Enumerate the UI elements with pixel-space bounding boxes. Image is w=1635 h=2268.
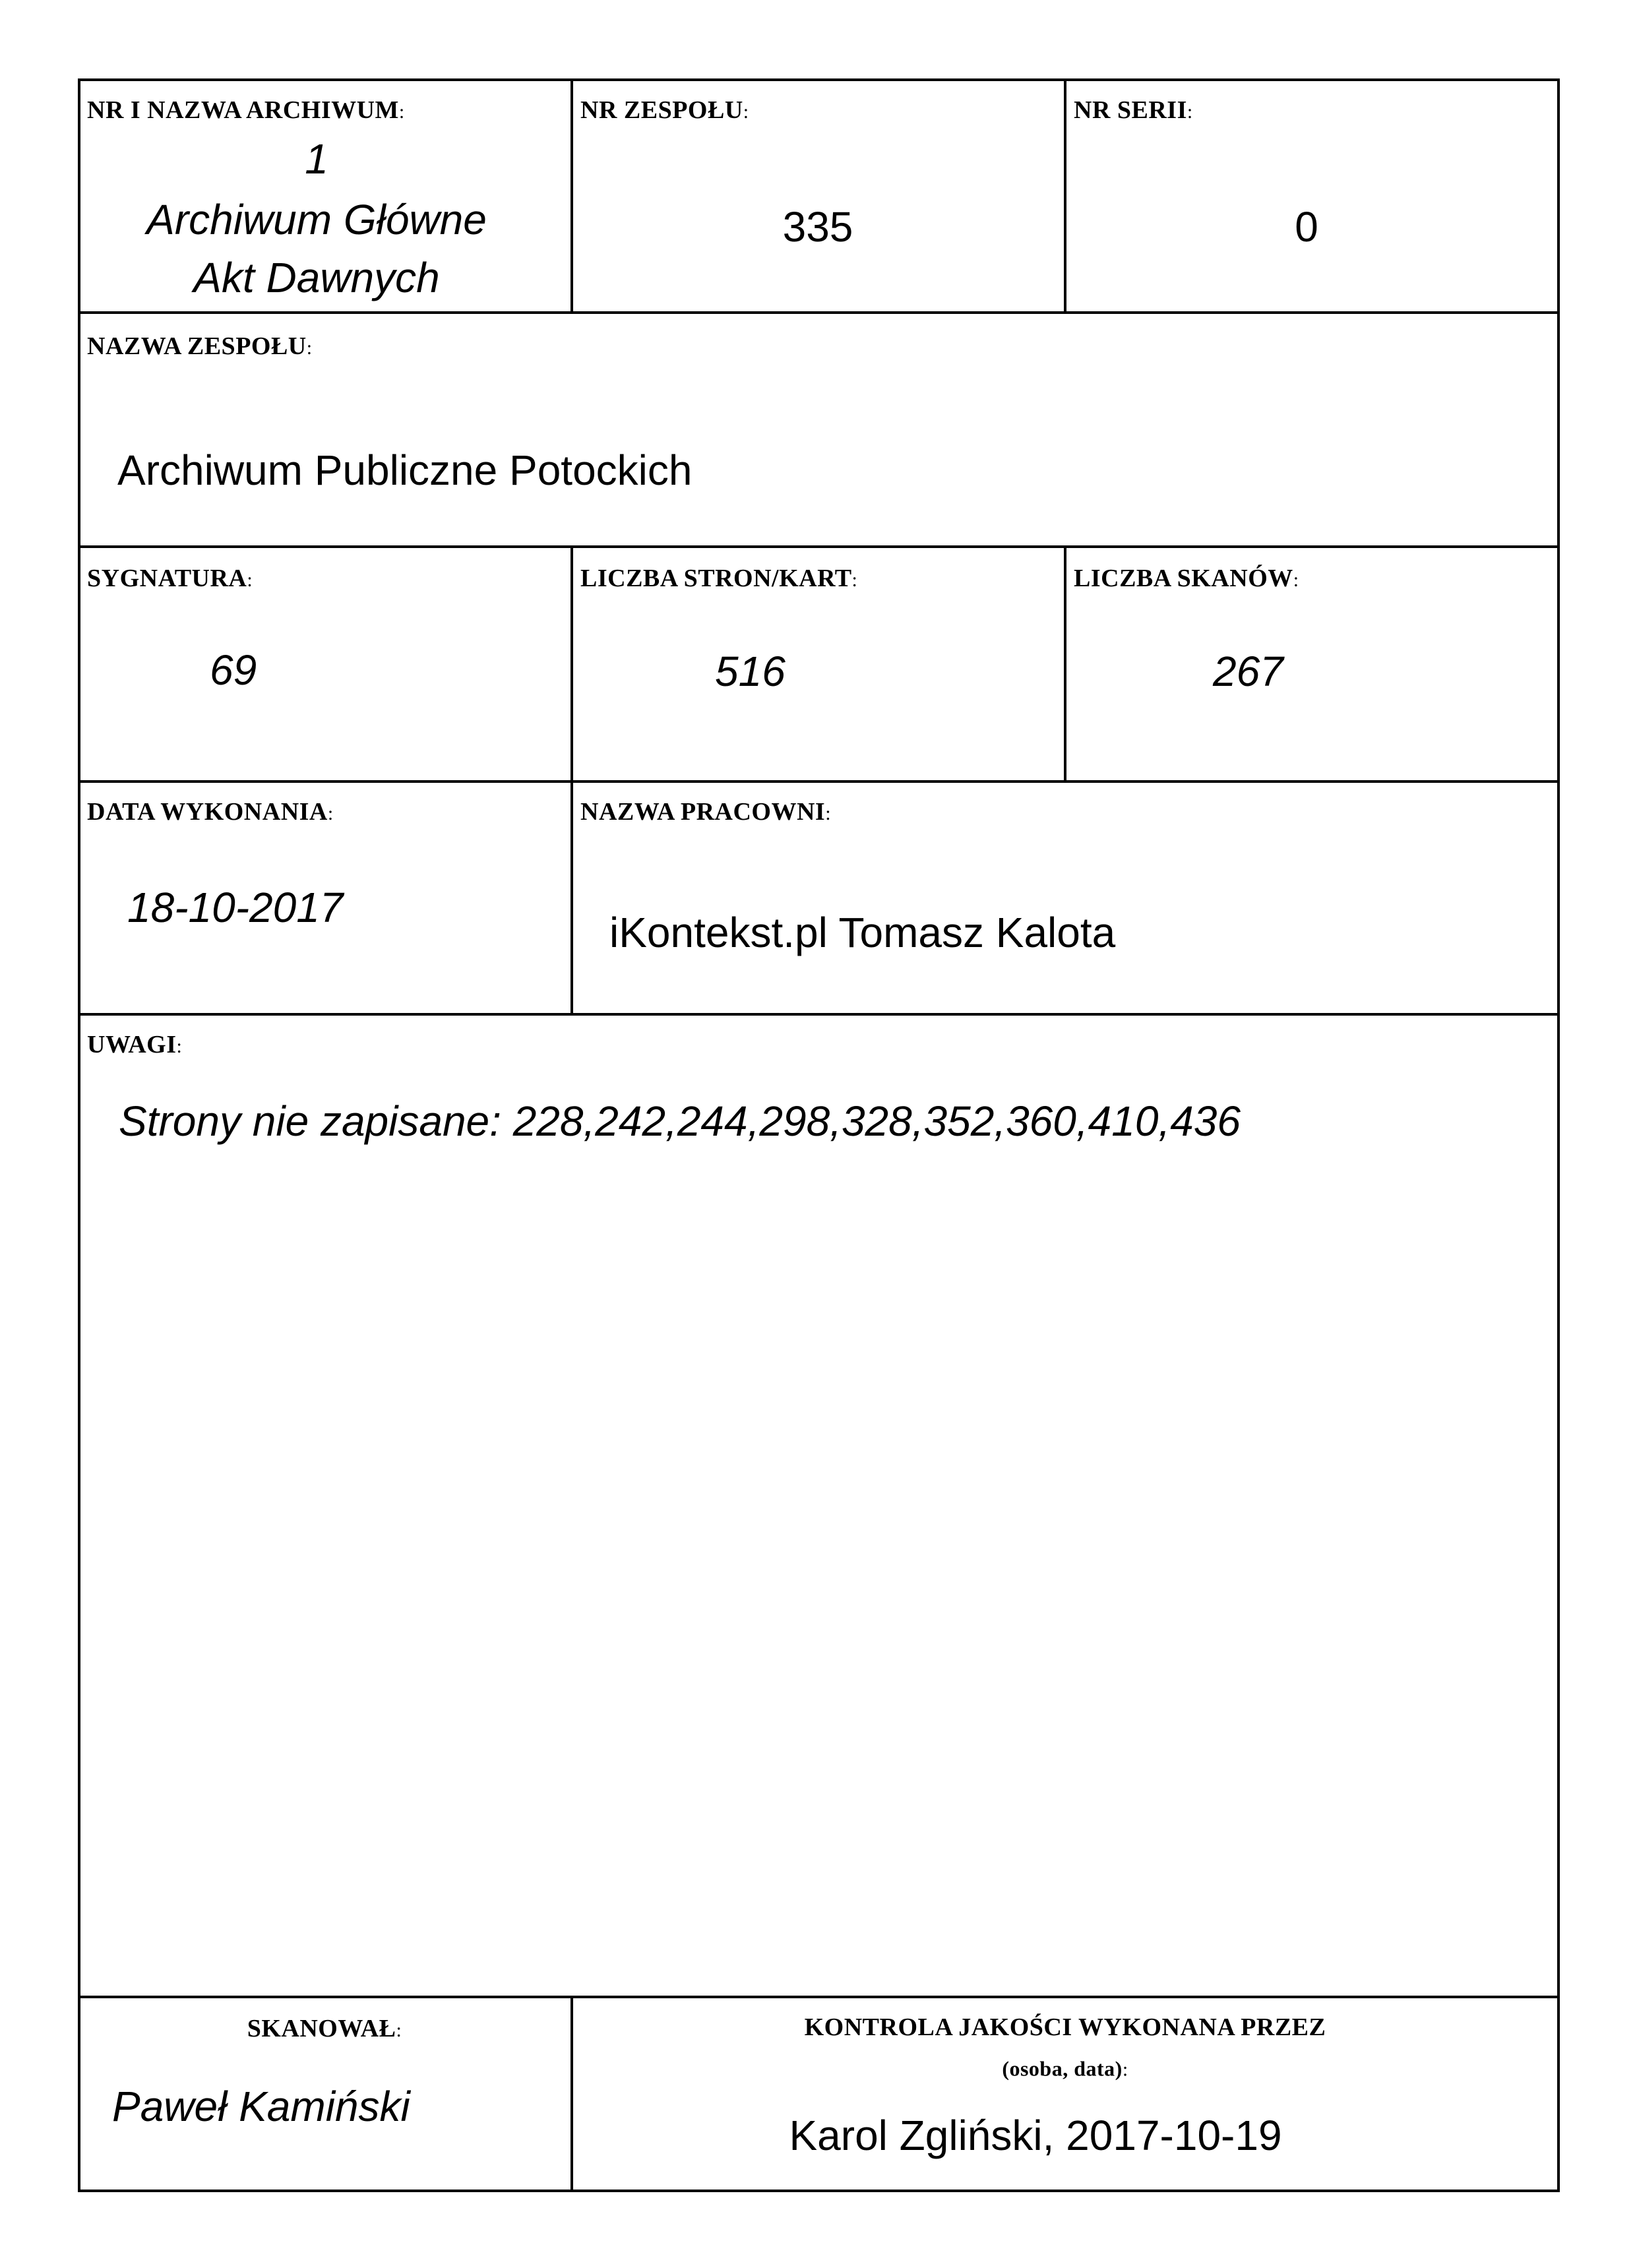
label-text: NAZWA ZESPOŁU (87, 332, 307, 360)
colon: : (176, 1035, 183, 1057)
divider (78, 1013, 1560, 1016)
colon: : (1187, 101, 1193, 123)
divider (78, 1996, 1560, 1998)
series-number-value: 0 (1295, 203, 1318, 251)
quality-control-value: Karol Zgliński, 2017-10-19 (789, 2112, 1282, 2159)
quality-control-label: KONTROLA JAKOŚCI WYKONANA PRZEZ (804, 2013, 1326, 2041)
signature-label (87, 564, 253, 593)
divider (78, 311, 1560, 314)
colon: : (327, 803, 334, 824)
label-text: SKANOWAŁ (247, 2015, 396, 2042)
colon: : (398, 101, 405, 123)
workshop-label (580, 797, 831, 826)
date-label (87, 797, 334, 826)
date-value: 18-10-2017 (127, 884, 344, 931)
colon: : (825, 803, 832, 824)
divider (571, 545, 573, 1014)
colon: : (1122, 2058, 1128, 2081)
scans-label (1074, 564, 1299, 593)
quality-control-sublabel (1002, 2057, 1128, 2081)
notes-label (87, 1030, 182, 1059)
divider (1064, 545, 1066, 782)
label-text: NR I NAZWA ARCHIWUM (87, 96, 399, 124)
archive-number: 1 (305, 135, 328, 183)
archive-name-line1: Archiwum Główne (146, 196, 487, 243)
divider (78, 780, 1560, 783)
label-text: NR SERII (1074, 96, 1187, 124)
fonds-name-label (87, 332, 313, 361)
colon: : (743, 101, 749, 123)
signature-value: 69 (210, 646, 257, 694)
label-text: DATA WYKONANIA (87, 798, 328, 826)
colon: : (306, 337, 313, 359)
divider (1064, 78, 1066, 313)
label-text: SYGNATURA (87, 565, 247, 592)
divider (571, 1996, 573, 2192)
label-text: LICZBA STRON/KART (580, 565, 852, 592)
scanned-by-value: Paweł Kamiński (112, 2083, 410, 2130)
fonds-name-value: Archiwum Publiczne Potockich (117, 446, 693, 494)
scans-value: 267 (1213, 648, 1283, 695)
colon: : (247, 569, 253, 591)
archive-label (87, 96, 405, 125)
colon: : (396, 2019, 402, 2041)
label-text: LICZBA SKANÓW (1074, 565, 1293, 592)
series-number-label (1074, 96, 1193, 125)
label-text: UWAGI (87, 1031, 177, 1058)
label-text: NR ZESPOŁU (580, 96, 743, 124)
pages-value: 516 (715, 648, 786, 695)
fonds-number-value: 335 (782, 203, 853, 251)
label-text: (osoba, data) (1002, 2056, 1123, 2081)
divider (571, 78, 573, 313)
workshop-value: iKontekst.pl Tomasz Kalota (609, 909, 1116, 956)
colon: : (1293, 569, 1299, 591)
pages-label (580, 564, 857, 593)
notes-value: Strony nie zapisane: 228,242,244,298,328,352,360,410,436 (119, 1097, 1241, 1145)
archive-name-line2: Akt Dawnych (193, 254, 440, 301)
scanned-by-label (247, 2014, 402, 2043)
colon: : (851, 569, 858, 591)
fonds-number-label (580, 96, 749, 125)
divider (78, 545, 1560, 548)
label-text: NAZWA PRACOWNI (580, 798, 826, 826)
